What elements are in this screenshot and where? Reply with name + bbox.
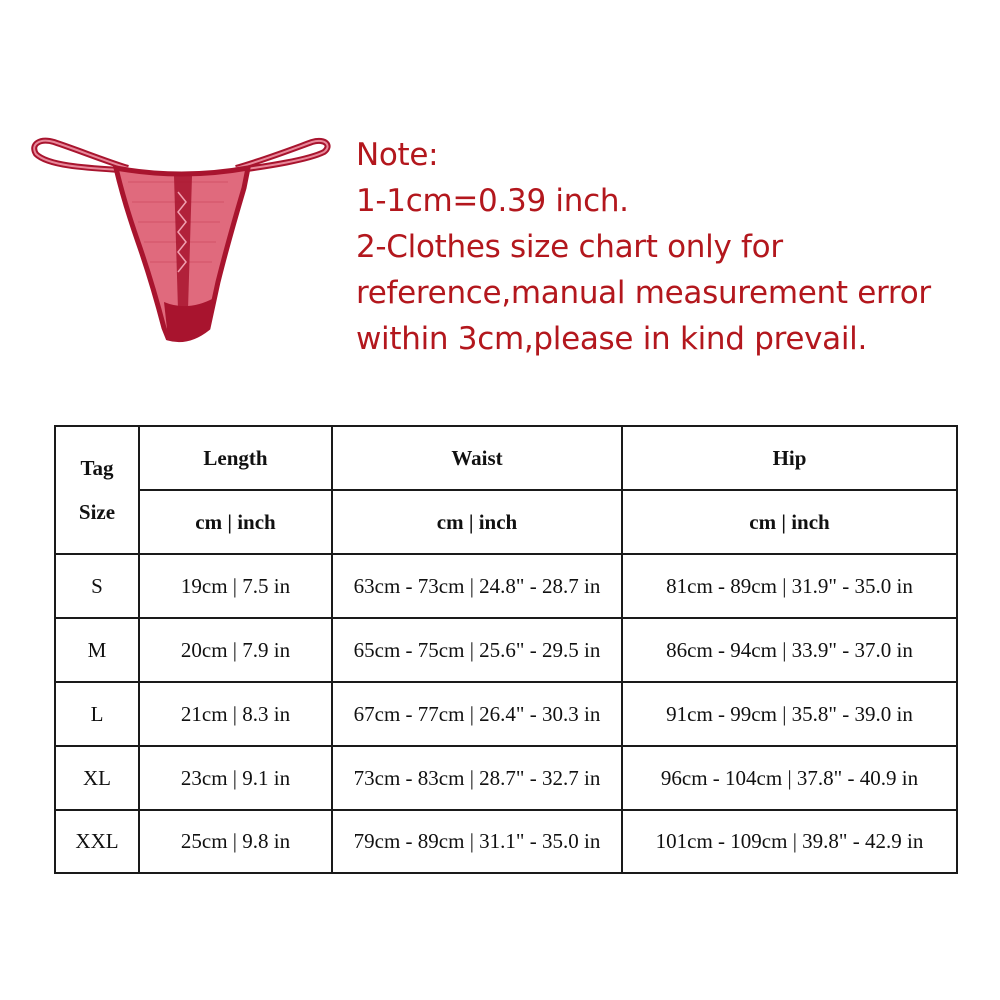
hip-unit-label: cm | inch [622, 490, 957, 554]
size-chart-table [54, 425, 958, 874]
length-cell: 20cm | 7.9 in [139, 618, 332, 682]
table-row [55, 746, 957, 810]
table-row [55, 810, 957, 873]
table-row [55, 618, 957, 682]
waist-cell: 73cm - 83cm | 28.7" - 32.7 in [332, 746, 622, 810]
note-block [356, 132, 996, 362]
length-cell: 23cm | 9.1 in [139, 746, 332, 810]
note-title: Note: [356, 137, 439, 173]
product-image [28, 132, 334, 352]
table-row [55, 682, 957, 746]
size-cell: S [55, 554, 139, 618]
waist-header: Waist [332, 426, 622, 490]
waist-cell: 65cm - 75cm | 25.6" - 29.5 in [332, 618, 622, 682]
note-line-3: reference,manual measurement error [356, 275, 931, 311]
length-cell: 25cm | 9.8 in [139, 810, 332, 873]
size-cell: XL [55, 746, 139, 810]
red-mesh-thong-icon [28, 132, 334, 352]
waist-cell: 67cm - 77cm | 26.4" - 30.3 in [332, 682, 622, 746]
note-line-1: 1-1cm=0.39 inch. [356, 183, 629, 219]
note-line-2: 2-Clothes size chart only for [356, 229, 783, 265]
waist-unit-label: cm | inch [332, 490, 622, 554]
hip-cell: 91cm - 99cm | 35.8" - 39.0 in [622, 682, 957, 746]
waist-cell: 79cm - 89cm | 31.1" - 35.0 in [332, 810, 622, 873]
tag-header-line-2: Size [78, 500, 116, 524]
hip-header: Hip [622, 426, 957, 490]
size-cell: XXL [55, 810, 139, 873]
length-unit-label: cm | inch [139, 490, 332, 554]
table-row [55, 554, 957, 618]
hip-cell: 96cm - 104cm | 37.8" - 40.9 in [622, 746, 957, 810]
hip-cell: 101cm - 109cm | 39.8" - 42.9 in [622, 810, 957, 873]
tag-size-header [55, 426, 139, 554]
hip-cell: 81cm - 89cm | 31.9" - 35.0 in [622, 554, 957, 618]
length-header: Length [139, 426, 332, 490]
tag-header-line-1: Tag [80, 456, 114, 480]
length-cell: 19cm | 7.5 in [139, 554, 332, 618]
size-cell: M [55, 618, 139, 682]
note-line-4: within 3cm,please in kind prevail. [356, 321, 868, 357]
waist-cell: 63cm - 73cm | 24.8" - 28.7 in [332, 554, 622, 618]
size-cell: L [55, 682, 139, 746]
hip-cell: 86cm - 94cm | 33.9" - 37.0 in [622, 618, 957, 682]
length-cell: 21cm | 8.3 in [139, 682, 332, 746]
